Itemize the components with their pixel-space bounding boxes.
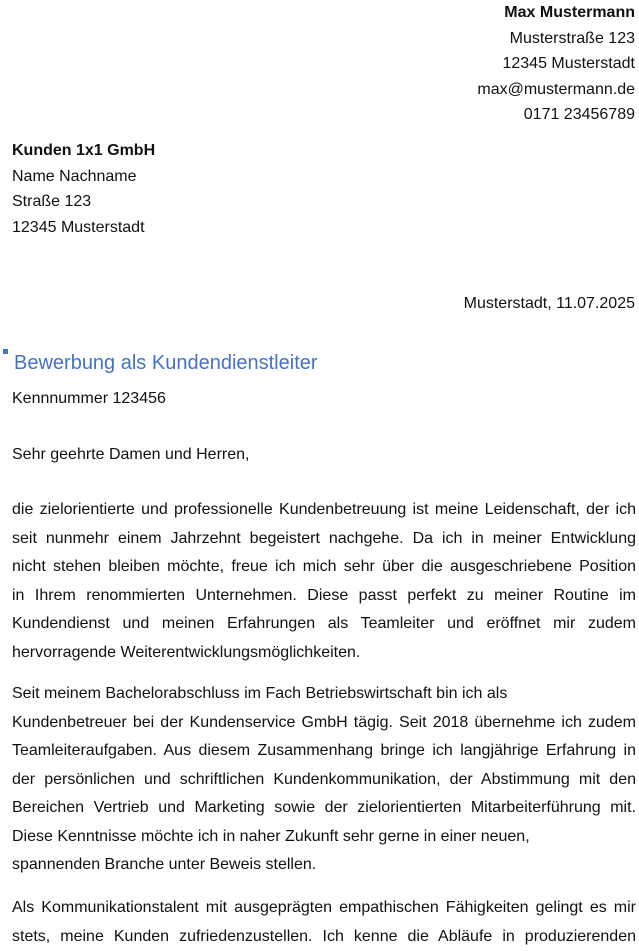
recipient-name: Name Nachname <box>12 164 155 190</box>
text-line: die zielorientierte und professionelle Kundenbetreuung ist meine Leidenschaft, der ich <box>12 496 636 525</box>
salutation: Sehr geehrte Damen und Herren, <box>12 442 249 467</box>
text-line: Kundenbetreuer bei der Kundenservice GmbH tägig. Seit 2018 übernehme ich zudem <box>12 709 636 738</box>
text-line: seit nunmehr einem Jahrzehnt begeistert nachgehe. Da ich in meiner Entwicklung <box>12 525 636 554</box>
text-line: der persönlichen und schriftlichen Kundenkommunikation, der Abstimmung mit den <box>12 766 636 795</box>
text-line: Seit meinem Bachelorabschluss im Fach Betriebswirtschaft bin ich als <box>12 680 636 709</box>
recipient-city: 12345 Musterstadt <box>12 215 155 241</box>
recipient-address-block <box>12 138 155 240</box>
text-line: Diese Kenntnisse möchte ich in naher Zukunft sehr gerne in einer neuen, <box>12 823 636 852</box>
text-line: nicht stehen bleiben möchte, freue ich mich sehr über die ausgeschriebene Position <box>12 553 636 582</box>
heading-marker <box>3 349 8 354</box>
text-line: hervorragende Weiterentwicklungsmöglichkeiten. <box>12 639 636 668</box>
sender-street: Musterstraße 123 <box>477 26 635 52</box>
text-line: stets, meine Kunden zufriedenzustellen. Ich kenne die Abläufe in produzierenden <box>12 923 636 951</box>
text-line: in Ihrem renommierten Unternehmen. Diese passt perfekt zu meiner Routine im <box>12 582 636 611</box>
letter-date: Musterstadt, 11.07.2025 <box>464 291 635 316</box>
paragraph-1 <box>12 496 636 667</box>
text-line: Als Kommunikationstalent mit ausgeprägten empathischen Fähigkeiten gelingt es mir <box>12 894 636 923</box>
paragraph-3 <box>12 894 636 951</box>
text-line: Teamleiteraufgaben. Aus diesem Zusammenhang bringe ich langjährige Erfahrung in <box>12 737 636 766</box>
text-line: Kundendienst und meinen Erfahrungen als Teamleiter und eröffnet mir zudem <box>12 610 636 639</box>
text-line: spannenden Branche unter Beweis stellen. <box>12 851 636 880</box>
reference-number: Kennnummer 123456 <box>12 386 166 411</box>
recipient-street: Straße 123 <box>12 189 155 215</box>
paragraph-2 <box>12 680 636 880</box>
sender-address-block <box>477 0 635 128</box>
text-line: Bereichen Vertrieb und Marketing sowie der zielorientierten Mitarbeiterführung mit. <box>12 794 636 823</box>
letter-subject: Bewerbung als Kundendienstleiter <box>14 350 318 376</box>
sender-phone: 0171 23456789 <box>477 102 635 128</box>
sender-city: 12345 Musterstadt <box>477 51 635 77</box>
sender-email: max@mustermann.de <box>477 77 635 103</box>
sender-name: Max Mustermann <box>477 0 635 26</box>
recipient-company: Kunden 1x1 GmbH <box>12 138 155 164</box>
